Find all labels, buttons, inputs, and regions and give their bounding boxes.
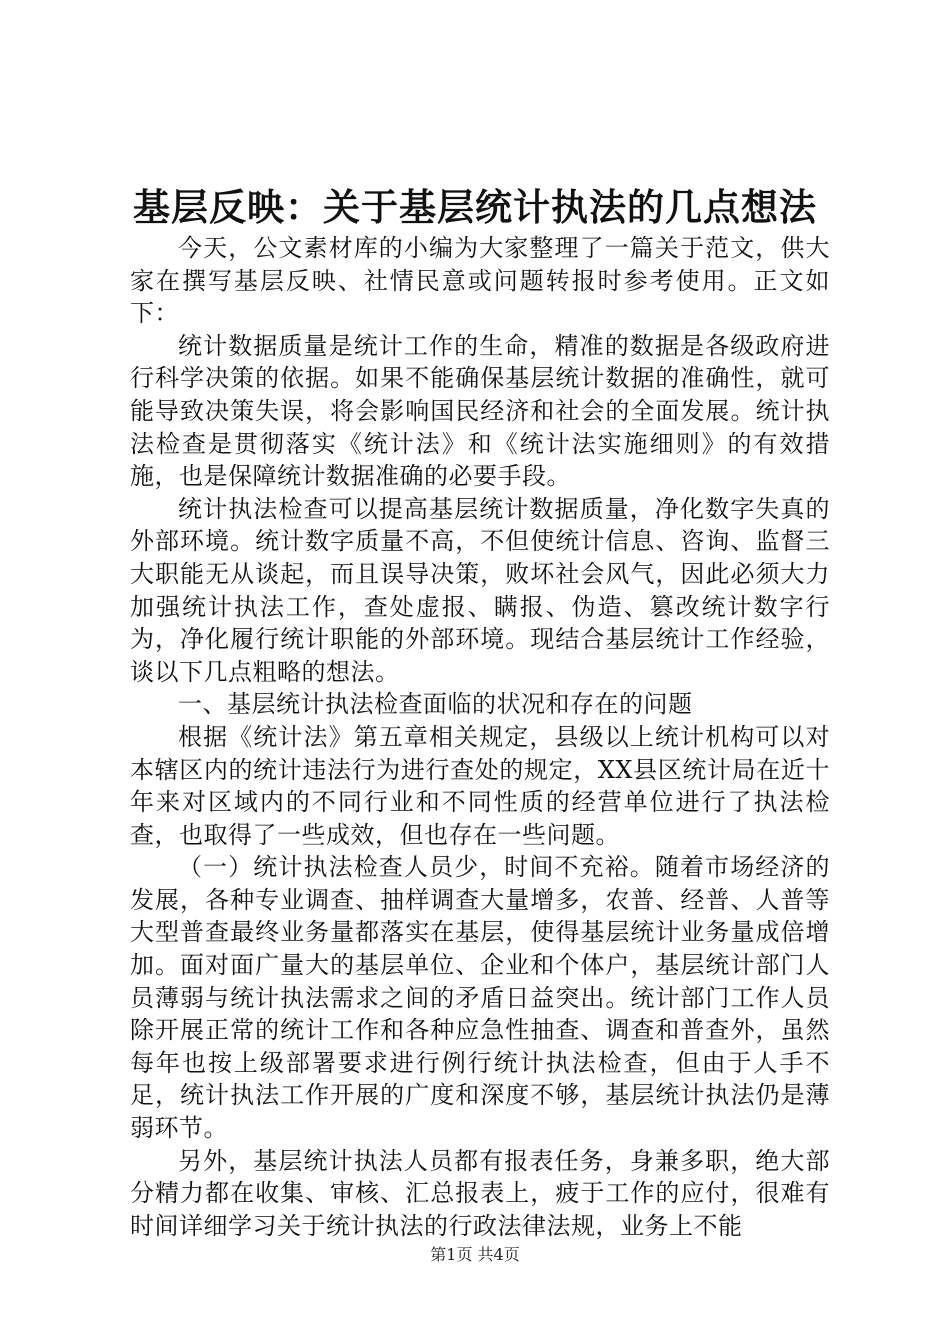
paragraph-additional: 另外，基层统计执法人员都有报表任务，身兼多职，绝大部分精力都在收集、审核、汇总报表上，疲于工作的应付，很难有时间详细学习关于统计执法的行政法律法规，业务上不能 — [130, 1146, 830, 1240]
paragraph-subsection-1: （一）统计执法检查人员少，时间不充裕。随着市场经济的发展，各种专业调查、抽样调查大量增多，农普、经普、人普等大型普查最终业务量都落实在基层，使得基层统计业务量成倍增加。面对面广量大的基层单位、企业和个体户，基层统计部门人员薄弱与统计执法需求之间的矛盾日益突出。统计部门工作人员除开展正常的统计工作和各种应急性抽查、调查和普查外，虽然每年也按上级部署要求进行例行统计执法检查，但由于人手不足，统计执法工作开展的广度和深度不够，基层统计执法仍是薄弱环节。 — [130, 853, 830, 1143]
paragraph-data-quality: 统计数据质量是统计工作的生命，精准的数据是各级政府进行科学决策的依据。如果不能确保基层统计数据的准确性，就可能导致决策失误，将会影响国民经济和社会的全面发展。统计执法检查是贯彻落实《统计法》和《统计法实施细则》的有效措施，也是保障统计数据准确的必要手段。 — [130, 331, 830, 491]
document-body — [130, 232, 830, 1242]
paragraph-legal-basis: 根据《统计法》第五章相关规定，县级以上统计机构可以对本辖区内的统计违法行为进行查处的规定，XX县区统计局在近十年来对区域内的不同行业和不同性质的经营单位进行了执法检查，也取得了一些成效，但也存在一些问题。 — [130, 722, 830, 849]
page-footer: 第1页 共4页 — [430, 1245, 520, 1264]
section-heading-1: 一、基层统计执法检查面临的状况和存在的问题 — [178, 690, 693, 719]
document-title: 基层反映：关于基层统计执法的几点想法 — [133, 185, 817, 229]
paragraph-enforcement-purpose: 统计执法检查可以提高基层统计数据质量，净化数字失真的外部环境。统计数字质量不高，不但使统计信息、咨询、监督三大职能无从谈起，而且误导决策，败坏社会风气，因此必须大力加强统计执法工作，查处虚报、瞒报、伪造、篡改统计数字行为，净化履行统计职能的外部环境。现结合基层统计工作经验，谈以下几点粗略的想法。 — [130, 494, 830, 686]
paragraph-intro: 今天，公文素材库的小编为大家整理了一篇关于范文，供大家在撰写基层反映、社情民意或问题转报时参考使用。正文如下： — [130, 234, 830, 328]
